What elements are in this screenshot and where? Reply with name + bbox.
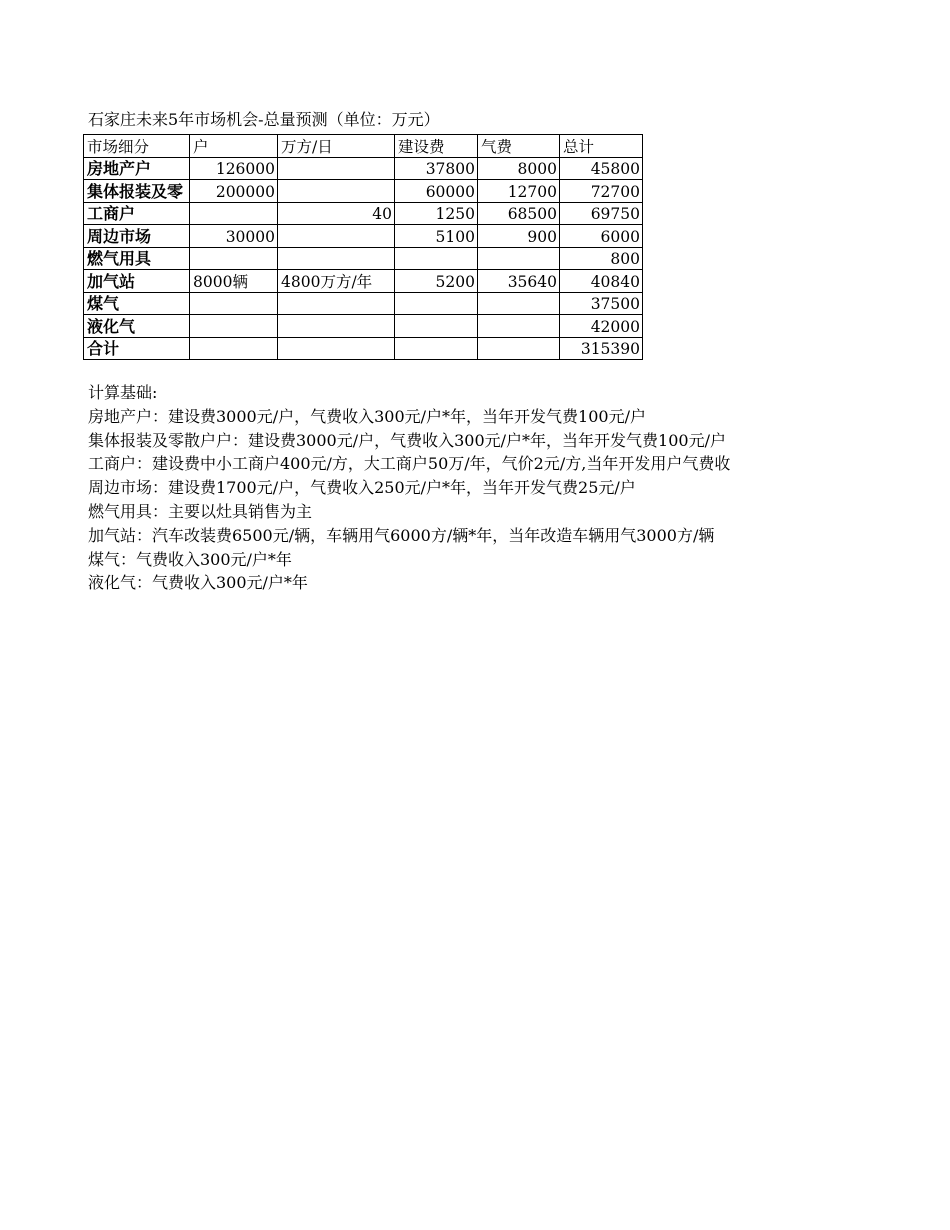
total-cell[interactable]: 37500	[560, 292, 643, 315]
column-header[interactable]: 户	[190, 135, 278, 158]
column-header[interactable]: 市场细分	[84, 135, 190, 158]
note-line: 煤气：气费收入300元/户*年	[88, 549, 292, 569]
households-cell[interactable]: 30000	[190, 225, 278, 248]
total-cell[interactable]: 6000	[560, 225, 643, 248]
households-cell[interactable]	[190, 337, 278, 360]
households-cell[interactable]	[190, 315, 278, 338]
gas-fee-cell[interactable]	[478, 247, 560, 270]
notes-heading: 计算基础:	[88, 383, 158, 402]
households-cell[interactable]	[190, 292, 278, 315]
category-cell[interactable]: 集体报装及零	[84, 180, 190, 203]
category-cell[interactable]: 煤气	[84, 292, 190, 315]
gas-fee-cell[interactable]: 12700	[478, 180, 560, 203]
households-cell[interactable]: 200000	[190, 180, 278, 203]
note-line: 燃气用具：主要以灶具销售为主	[88, 501, 313, 521]
construction-fee-cell[interactable]: 60000	[395, 180, 478, 203]
total-cell[interactable]: 42000	[560, 315, 643, 338]
volume-cell[interactable]: 40	[278, 202, 395, 225]
table-row	[84, 225, 643, 248]
gas-fee-cell[interactable]: 35640	[478, 270, 560, 293]
construction-fee-cell[interactable]	[395, 337, 478, 360]
table-row	[84, 315, 643, 338]
category-cell[interactable]: 周边市场	[84, 225, 190, 248]
volume-cell[interactable]	[278, 157, 395, 180]
grand-total-cell[interactable]: 315390	[560, 337, 643, 360]
calculation-notes	[88, 381, 730, 595]
gas-fee-cell[interactable]	[478, 315, 560, 338]
households-cell[interactable]: 126000	[190, 157, 278, 180]
gas-fee-cell[interactable]: 68500	[478, 202, 560, 225]
total-cell[interactable]: 69750	[560, 202, 643, 225]
total-cell[interactable]: 45800	[560, 157, 643, 180]
construction-fee-cell[interactable]	[395, 247, 478, 270]
note-line: 房地产户：建设费3000元/户，气费收入300元/户*年，当年开发气费100元/户	[88, 406, 646, 426]
households-cell[interactable]	[190, 247, 278, 270]
construction-fee-cell[interactable]: 5100	[395, 225, 478, 248]
category-cell[interactable]: 工商户	[84, 202, 190, 225]
volume-cell[interactable]	[278, 180, 395, 203]
category-cell[interactable]: 燃气用具	[84, 247, 190, 270]
households-cell[interactable]: 8000辆	[190, 270, 278, 293]
gas-fee-cell[interactable]	[478, 337, 560, 360]
category-cell[interactable]: 液化气	[84, 315, 190, 338]
gas-fee-cell[interactable]: 8000	[478, 157, 560, 180]
column-header[interactable]: 总计	[560, 135, 643, 158]
category-cell[interactable]: 加气站	[84, 270, 190, 293]
total-row	[84, 337, 643, 360]
construction-fee-cell[interactable]: 37800	[395, 157, 478, 180]
construction-fee-cell[interactable]	[395, 315, 478, 338]
volume-cell[interactable]	[278, 315, 395, 338]
table-row	[84, 247, 643, 270]
note-line: 集体报装及零散户户：建设费3000元/户，气费收入300元/户*年，当年开发气费100元/户	[88, 430, 726, 450]
volume-cell[interactable]	[278, 247, 395, 270]
table-header-row	[84, 135, 643, 158]
note-line: 周边市场：建设费1700元/户，气费收入250元/户*年，当年开发气费25元/户	[88, 478, 636, 498]
households-cell[interactable]	[190, 202, 278, 225]
gas-fee-cell[interactable]	[478, 292, 560, 315]
forecast-table	[83, 134, 643, 360]
table-row	[84, 202, 643, 225]
table-row	[84, 270, 643, 293]
total-cell[interactable]: 800	[560, 247, 643, 270]
gas-fee-cell[interactable]: 900	[478, 225, 560, 248]
table-row	[84, 180, 643, 203]
category-cell[interactable]: 合计	[84, 337, 190, 360]
table-row	[84, 292, 643, 315]
category-cell[interactable]: 房地产户	[84, 157, 190, 180]
note-line: 工商户：建设费中小工商户400元/方，大工商户50万/年，气价2元/方,当年开发用户气费收	[88, 454, 731, 474]
total-cell[interactable]: 72700	[560, 180, 643, 203]
note-line: 液化气：气费收入300元/户*年	[88, 573, 308, 593]
volume-cell[interactable]	[278, 292, 395, 315]
total-cell[interactable]: 40840	[560, 270, 643, 293]
table-row	[84, 157, 643, 180]
column-header[interactable]: 建设费	[395, 135, 478, 158]
column-header[interactable]: 气费	[478, 135, 560, 158]
volume-cell[interactable]: 4800万方/年	[278, 270, 395, 293]
volume-cell[interactable]	[278, 337, 395, 360]
construction-fee-cell[interactable]	[395, 292, 478, 315]
sheet-title: 石家庄未来5年市场机会-总量预测（单位：万元）	[88, 110, 440, 129]
construction-fee-cell[interactable]: 5200	[395, 270, 478, 293]
volume-cell[interactable]	[278, 225, 395, 248]
construction-fee-cell[interactable]: 1250	[395, 202, 478, 225]
note-line: 加气站：汽车改装费6500元/辆，车辆用气6000方/辆*年，当年改造车辆用气3000方/辆	[88, 525, 715, 545]
column-header[interactable]: 万方/日	[278, 135, 395, 158]
